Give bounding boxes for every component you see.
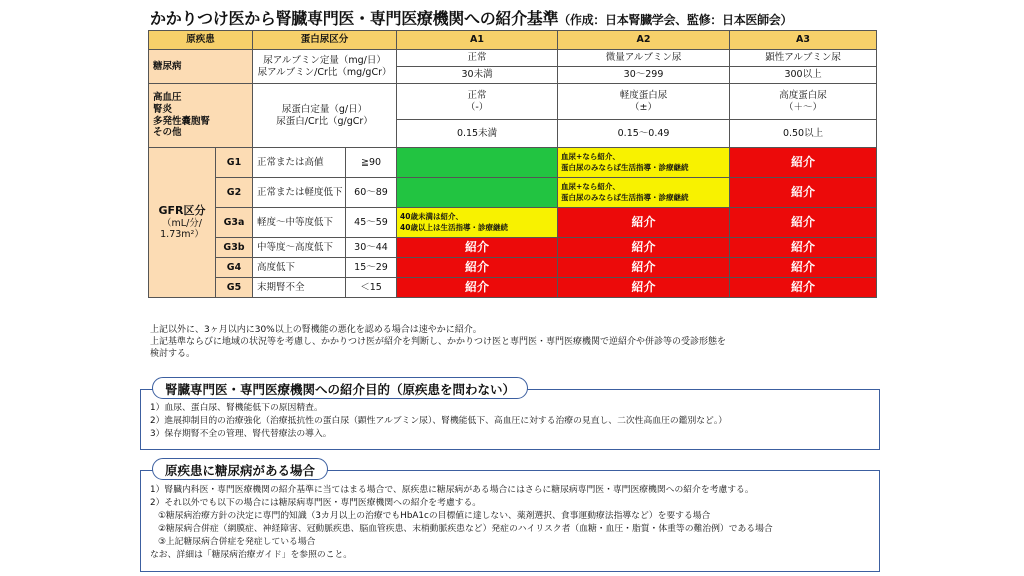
purpose-item-3: 3）保存期腎不全の管理、腎代替療法の導入。 [150, 429, 332, 440]
gfr-desc: 正常または軽度低下 [253, 178, 346, 208]
gfr-title: GFR区分 [158, 203, 206, 217]
cell-g4-a3: 紹介 [730, 258, 877, 278]
other-measure-2: 尿蛋白/Cr比（g/gCr） [276, 115, 373, 127]
note-line-1: 上記以外に、3ヶ月以内に30%以上の腎機能の悪化を認める場合は速やかに紹介。 [150, 325, 482, 335]
cell-g3a-a3: 紹介 [730, 208, 877, 238]
purpose-item-1: 1）血尿、蛋白尿、腎機能低下の原因精査。 [150, 403, 323, 413]
note-line-3: 検討する。 [150, 349, 196, 360]
cell-g2-a2 [558, 178, 730, 208]
referral-criteria-table [148, 30, 877, 298]
other-a1-sign: （-） [465, 101, 489, 113]
gfr-range: ＜15 [346, 278, 397, 298]
other-a3-sign: （＋～） [784, 101, 823, 113]
cell-g1-a2-line2: 蛋白尿のみならば生活指導・診療継続 [561, 162, 689, 172]
diabetes-a2-range: 30～299 [558, 67, 730, 84]
other-hypertension: 高血圧 [153, 91, 182, 103]
other-a2-name: 軽度蛋白尿 [619, 89, 668, 101]
cell-g3a-a1 [397, 208, 558, 238]
cell-g4-a1: 紹介 [397, 258, 558, 278]
purpose-list [150, 402, 880, 442]
header-a3: A3 [730, 31, 877, 50]
other-a2-range: 0.15～0.49 [558, 120, 730, 148]
cell-g1-a2 [558, 148, 730, 178]
other-a1-name: 正常 [467, 89, 487, 101]
gfr-code: G5 [216, 278, 253, 298]
title-sub: （作成：日本腎臓学会、監修：日本医師会） [558, 13, 793, 27]
cell-g2-a1 [397, 178, 558, 208]
cell-g4-a2: 紹介 [558, 258, 730, 278]
gfr-desc: 軽度～中等度低下 [253, 208, 346, 238]
gfr-range: 60～89 [346, 178, 397, 208]
diabetes-item-2: 2）それ以外でも以下の場合には糖尿病専門医・専門医療機関への紹介を考慮する。 [150, 498, 482, 509]
cell-g5-a2: 紹介 [558, 278, 730, 298]
diabetes-item-1: 1）腎臓内科医・専門医療機関の紹介基準に当てはまる場合で、原疾患に糖尿病がある場合にはさらに糖尿病専門医・専門医療機関への紹介を考慮する。 [150, 485, 754, 495]
other-a2-sign: （±） [630, 101, 658, 113]
cell-g3a-a1-line2: 40歳以上は生活指導・診療継続 [400, 222, 508, 232]
gfr-unit-2: 1.73m²） [160, 229, 204, 241]
gfr-code: G4 [216, 258, 253, 278]
gfr-desc: 末期腎不全 [253, 278, 346, 298]
notes-block [150, 324, 870, 360]
page-title [150, 6, 910, 29]
cell-g2-a2-line1: 血尿+なら紹介、 [561, 182, 620, 192]
gfr-desc: 高度低下 [253, 258, 346, 278]
cell-g5-a1: 紹介 [397, 278, 558, 298]
other-a1-label [397, 84, 558, 120]
other-a1-range: 0.15未満 [397, 120, 558, 148]
gfr-code: G1 [216, 148, 253, 178]
other-a3-name: 高度蛋白尿 [779, 89, 827, 101]
other-misc: その他 [153, 127, 182, 139]
cell-g3a-a1-line1: 40歳未満は紹介、 [400, 212, 463, 222]
diabetes-a3-range: 300以上 [730, 67, 877, 84]
diabetes-label: 糖尿病 [149, 50, 253, 84]
cell-g3a-a2: 紹介 [558, 208, 730, 238]
gfr-desc: 中等度～高度低下 [253, 238, 346, 258]
diabetes-a1-label: 正常 [397, 50, 558, 67]
purpose-item-2: 2）進展抑制目的の治療強化（治療抵抗性の蛋白尿（顕性アルブミン尿）、腎機能低下、高血圧に対する治療の見直し、二次性高血圧の鑑別など。） [150, 416, 728, 427]
gfr-range: ≧90 [346, 148, 397, 178]
other-disease-label [149, 84, 253, 148]
other-measure [253, 84, 397, 148]
gfr-desc: 正常または高値 [253, 148, 346, 178]
diabetes-measure-1: 尿アルブミン定量（mg/日） [263, 54, 386, 66]
cell-g1-a2-line1: 血尿+なら紹介、 [561, 152, 620, 162]
title-main: かかりつけ医から腎臓専門医・専門医療機関への紹介基準 [150, 9, 559, 28]
cell-g5-a3: 紹介 [730, 278, 877, 298]
other-a2-label [558, 84, 730, 120]
diabetes-sub-1: ①糖尿病治療方針の決定に専門的知識（3カ月以上の治療でもHbA1cの目標値に達しない、薬剤選択、食事運動療法指導など）を要する場合 [158, 511, 711, 522]
gfr-code: G3a [216, 208, 253, 238]
gfr-range: 15～29 [346, 258, 397, 278]
cell-g2-a3: 紹介 [730, 178, 877, 208]
diabetes-a3-label: 顕性アルブミン尿 [730, 50, 877, 67]
diabetes-measure [253, 50, 397, 84]
diabetes-a2-label: 微量アルブミン尿 [558, 50, 730, 67]
other-pkd: 多発性嚢胞腎 [153, 115, 211, 127]
gfr-code: G3b [216, 238, 253, 258]
gfr-code: G2 [216, 178, 253, 208]
header-a2: A2 [558, 31, 730, 50]
cell-g1-a3: 紹介 [730, 148, 877, 178]
cell-g2-a2-line2: 蛋白尿のみならば生活指導・診療継続 [561, 192, 689, 202]
diabetes-box-title: 原疾患に糖尿病がある場合 [152, 458, 328, 480]
purpose-title: 腎臓専門医・専門医療機関への紹介目的（原疾患を問わない） [152, 377, 528, 399]
cell-g3b-a2: 紹介 [558, 238, 730, 258]
cell-g3b-a3: 紹介 [730, 238, 877, 258]
gfr-unit-1: （mL/分/ [162, 217, 202, 229]
diabetes-footer: なお、詳細は「糖尿病治療ガイド」を参照のこと。 [150, 550, 353, 561]
gfr-range: 30～44 [346, 238, 397, 258]
diabetes-measure-2: 尿アルブミン/Cr比（mg/gCr） [257, 66, 392, 78]
note-line-2: 上記基準ならびに地域の状況等を考慮し、かかりつけ医が紹介を判断し、かかりつけ医と専門医・専門医療機関で逆紹介や併診等の受診形態を [150, 337, 727, 348]
other-a3-label [730, 84, 877, 120]
header-protein: 蛋白尿区分 [253, 31, 397, 50]
diabetes-a1-range: 30未満 [397, 67, 558, 84]
other-nephritis: 腎炎 [153, 103, 173, 115]
cell-g3b-a1: 紹介 [397, 238, 558, 258]
gfr-label [149, 148, 216, 298]
diabetes-sub-2: ②糖尿病合併症（網膜症、神経障害、冠動脈疾患、脳血管疾患、末梢動脈疾患など）発症のハイリスク者（血糖・血圧・脂質・体重等の難治例）である場合 [158, 524, 773, 535]
cell-g1-a1 [397, 148, 558, 178]
header-a1: A1 [397, 31, 558, 50]
diabetes-sub-3: ③上記糖尿病合併症を発症している場合 [158, 537, 316, 548]
other-measure-1: 尿蛋白定量（g/日） [281, 103, 368, 115]
other-a3-range: 0.50以上 [730, 120, 877, 148]
header-disease: 原疾患 [149, 31, 253, 50]
diabetes-list [150, 484, 880, 562]
gfr-range: 45～59 [346, 208, 397, 238]
